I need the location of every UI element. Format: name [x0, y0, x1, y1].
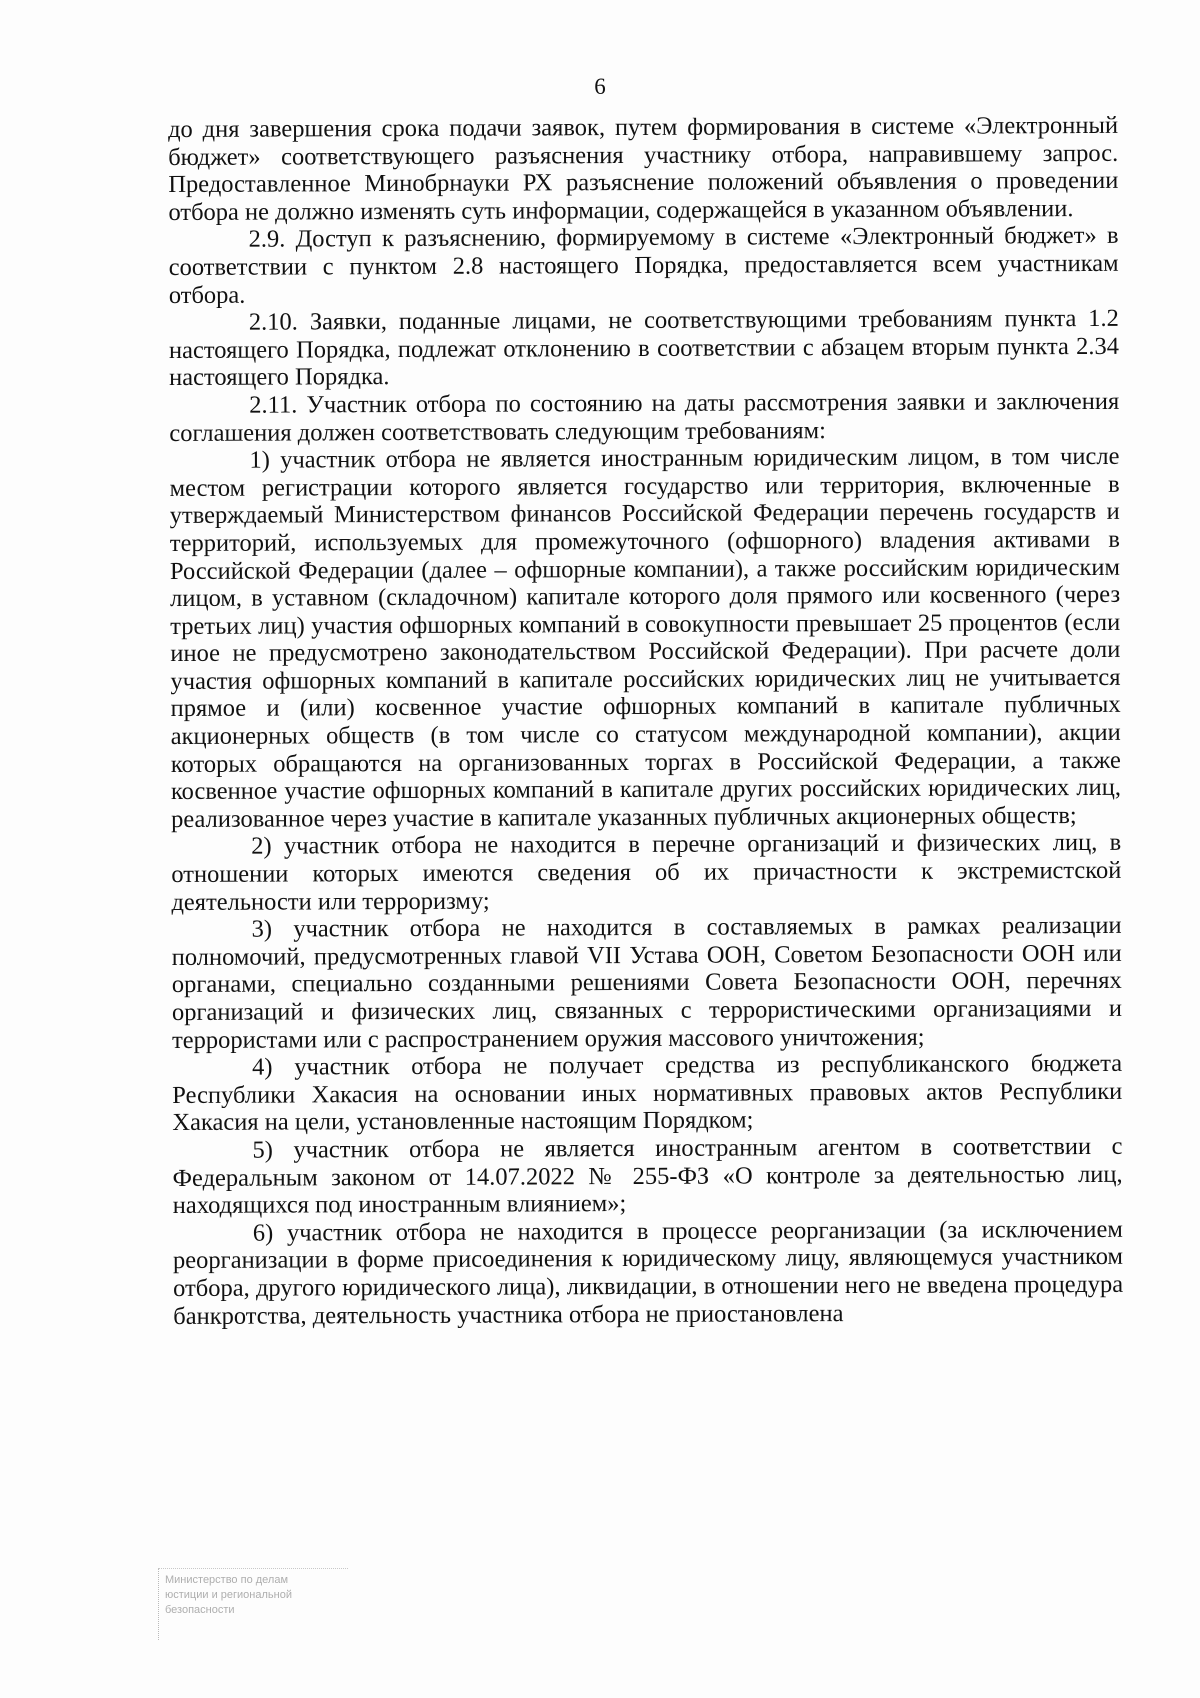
paragraph-2-10: 2.10. Заявки, поданные лицами, не соответствующими требованиям пункта 1.2 настоящего Порядка, подлежат отклонению в соответствии с абзацем вторым пункта 2.34 настоящего Порядка. [168, 305, 1120, 392]
requirement-item-2: 2) участник отбора не находится в перечне организаций и физических лиц, в отношении которых имеются сведения об их причастности к экстремистской деятельности или терроризму; [171, 829, 1122, 916]
paragraph-continuation: до дня завершения срока подачи заявок, путем формирования в системе «Электронный бюджет» соответствующего разъяснения участнику отбора, направившему запрос. Предоставленное Минобрнауки РХ разъяснение положений объявления о проведении отбора не должно изменять суть информации, содержащейся в указанном объявлении. [168, 111, 1119, 226]
stamp-line: безопасности [165, 1604, 235, 1616]
registration-stamp [158, 1568, 348, 1640]
stamp-line: юстиции и региональной [165, 1589, 292, 1601]
requirement-item-4: 4) участник отбора не получает средства из республиканского бюджета Республики Хакасия на основании иных нормативных правовых актов Республики Хакасия на цели, установленные настоящим Порядком; [172, 1050, 1123, 1137]
paragraph-2-11: 2.11. Участник отбора по состоянию на даты рассмотрения заявки и заключения соглашения должен соответствовать следующим требованиям: [169, 387, 1120, 447]
body-text [168, 112, 1123, 1330]
requirement-item-6: 6) участник отбора не находится в процессе реорганизации (за исключением реорганизации в форме присоединения к юридическому лицу, являющемуся участником отбора, другого юридического лица), ликвидации, в отношении него не введена процедура банкротства, деятельность участника отбора не приостановлена [172, 1215, 1124, 1330]
requirement-item-1: 1) участник отбора не является иностранным юридическим лицом, в том числе местом регистрации которого является государство или территория, включенные в утверждаемый Министерством финансов Российской Федерации перечень государств и территорий, используемых для промежуточного (офшорного) владения активами в Российской Федерации (далее – офшорные компании), а также российским юридическим лицом, в уставном (складочном) капитале которого доля прямого или косвенного (через третьих лиц) участия офшорных компаний в совокупности превышает 25 процентов (если иное не предусмотрено законодательством Российской Федерации). При расчете доли участия офшорных компаний в капитале российских юридических лиц не учитывается прямое и (или) косвенное участие офшорных компаний в капитале публичных акционерных обществ (в том числе со статусом международной компании), акции которых обращаются на организованных торгах в Российской Федерации, а также косвенное участие офшорных компаний в капитале других российских юридических лиц, реализованное через участие в капитале указанных публичных акционерных обществ; [169, 442, 1121, 833]
page-number: 6 [594, 74, 606, 99]
requirement-item-3: 3) участник отбора не находится в составляемых в рамках реализации полномочий, предусмотренных главой VII Устава ООН, Советом Безопасности ООН или органами, специально созданными решениями Совета Безопасности ООН, перечнях организаций и физических лиц, связанных с террористическими организациями и террористами или с распространением оружия массового уничтожения; [171, 912, 1122, 1054]
paragraph-2-9: 2.9. Доступ к разъяснению, формируемому в системе «Электронный бюджет» в соответствии с пунктом 2.8 настоящего Порядка, предоставляется всем участникам отбора. [168, 222, 1119, 309]
stamp-line: Министерство по делам [165, 1574, 289, 1586]
requirement-item-5: 5) участник отбора не является иностранным агентом в соответствии с Федеральным законом от 14.07.2022 № 255-ФЗ «О контроле за деятельностью лиц, находящихся под иностранным влиянием»; [172, 1132, 1123, 1220]
